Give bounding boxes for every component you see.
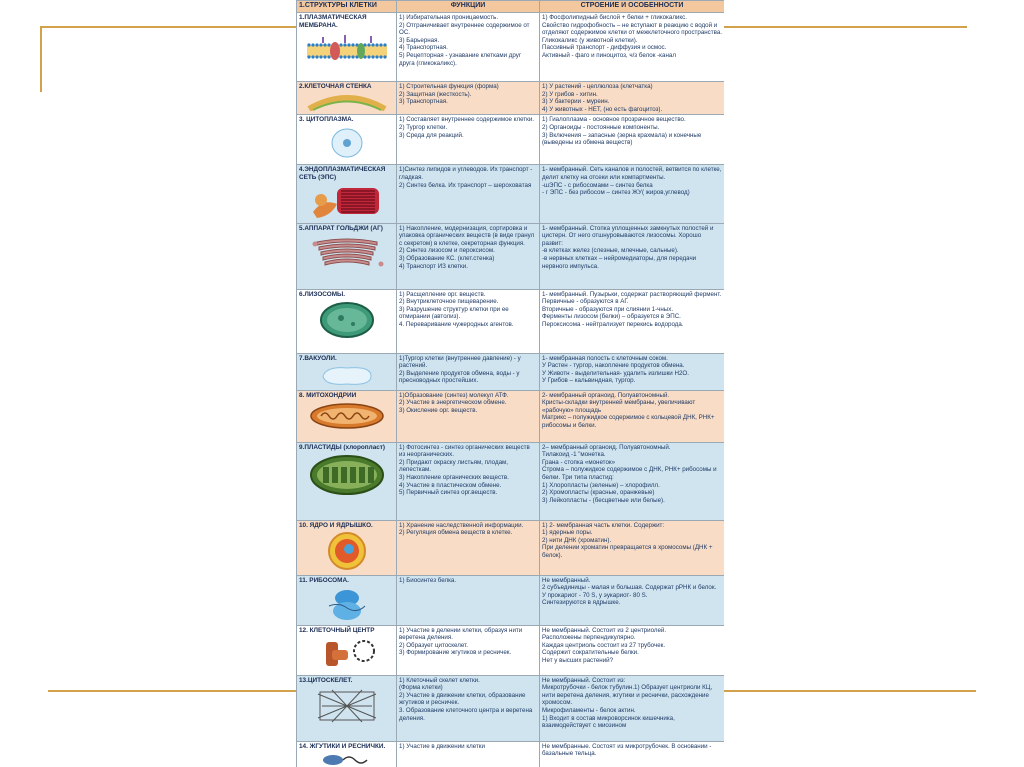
function-line: 1)Образование (синтез) молекул АТФ. — [399, 391, 509, 399]
structure-line: 2) Органоиды - постоянные компоненты. — [542, 123, 660, 131]
structure-name-cell — [297, 442, 397, 520]
function-line: 3) Накопление органических веществ. — [399, 473, 509, 481]
structure-line: - г ЭПС - без рибосом – синтез ЖУ( жиров,углевод) — [542, 189, 690, 197]
structure-line: 1) Входит в состав микроворсинок кишечника, взаимодействует с миозином — [542, 714, 675, 730]
membrane-illustration — [299, 31, 394, 71]
structure-cell — [540, 115, 725, 165]
structure-cell — [540, 223, 725, 289]
functions-cell — [397, 115, 540, 165]
er-illustration — [299, 184, 394, 222]
function-line: 2) Защитная (жесткость). — [399, 90, 472, 98]
functions-cell — [397, 390, 540, 442]
structure-line: 1) Хлоропласты (зеленые) – хлорофилл. — [542, 481, 660, 489]
table-row — [297, 741, 725, 767]
structure-line: 2– мембранный органоид. Полуавтономный. — [542, 443, 671, 451]
structure-name-cell — [297, 675, 397, 741]
structure-name-cell — [297, 165, 397, 223]
golgi-illustration — [299, 234, 394, 270]
function-line: 3. Образование клеточного центра и веретена деления. — [399, 706, 533, 722]
function-line: 1) Составляет внутреннее содержимое клетки. — [399, 116, 535, 124]
structure-line: 2) У грибов - хитин. — [542, 90, 598, 98]
function-line: 2) Участие в энергетическом обмене. — [399, 399, 507, 407]
structure-name: 5.АППАРАТ ГОЛЬДЖИ (АГ) — [299, 224, 383, 232]
function-line: 1) Строительная функция (форма) — [399, 83, 499, 90]
function-line: 2) Внутриклеточное пищеварение. — [399, 298, 499, 306]
structure-line: Гликокаликс (у животной клетки). — [542, 36, 638, 44]
function-line: 2) Участие в движении клетки, образование жгутиков и ресничек. — [399, 691, 526, 707]
function-line: 1) Клеточный скелет клетки. — [399, 676, 480, 684]
structure-cell — [540, 741, 725, 767]
structure-line: Нет у высших растений? — [542, 656, 614, 664]
structure-line: Расположены перпендикулярно. — [542, 634, 636, 642]
top-decorative-line-right — [724, 26, 967, 28]
structure-cell — [540, 82, 725, 115]
header-structures: 1.СТРУКТУРЫ КЛЕТКИ — [297, 1, 397, 13]
function-line: 3) Окисление орг. веществ. — [399, 406, 478, 414]
function-line: 4. Переваривание чужеродных агентов. — [399, 320, 514, 328]
structure-line: Не мембранный. Состоит из: — [542, 676, 626, 684]
structure-line: У Животн - выделительная- удалить излишки Н2О. — [542, 369, 689, 377]
structure-line: Вторичные - образуются при слиянии 1-чных. — [542, 305, 674, 313]
function-line: 5) Рецепторная - узнавание клетками друг друга (гликокаликс). — [399, 51, 522, 67]
lysosome-illustration — [299, 300, 394, 340]
structure-cell — [540, 520, 725, 575]
structure-line: 2- мембранный органоид. Полуавтономный. — [542, 391, 670, 399]
function-line: 2) Тургор клетки. — [399, 123, 448, 131]
structure-cell — [540, 353, 725, 390]
function-line: 3) Среда для реакций. — [399, 131, 464, 139]
structure-line: Не мембранные. Состоят из микротрубочек. В основании - базальные тельца. — [542, 742, 712, 758]
functions-cell — [397, 13, 540, 82]
structure-cell — [540, 165, 725, 223]
structure-line: 1) Гиалоплазма - основное прозрачное вещество. — [542, 116, 686, 124]
cytoskeleton-illustration — [299, 686, 394, 726]
left-decorative-line — [40, 26, 42, 92]
function-line: 3) Разрушение структур клетки при ее отмирании (автолиз). — [399, 305, 509, 321]
structure-line: Тилакоид -1 "монетка. — [542, 451, 606, 459]
cell-wall-illustration — [299, 93, 394, 111]
header-functions: ФУНКЦИИ — [397, 1, 540, 13]
structure-name: 6.ЛИЗОСОМЫ. — [299, 290, 346, 298]
table-row — [297, 575, 725, 625]
structure-line: Пассивный транспорт - диффузия и осмос. — [542, 44, 667, 52]
structure-line: 1) 2- мембранная часть клетки. Содержит: — [542, 521, 665, 529]
structure-cell — [540, 675, 725, 741]
function-line: 2) Синтез белка. Их транспорт – шероховатая — [399, 181, 532, 189]
table-row — [297, 625, 725, 675]
structure-line: Содержит сократительные белки. — [542, 649, 639, 657]
function-line: 1)Тургор клетки (внутреннее давление) - у растений. — [399, 354, 521, 370]
function-line: 4) Транспорт ИЗ клетки. — [399, 262, 468, 270]
table-row — [297, 223, 725, 289]
structure-name: 7.ВАКУОЛИ. — [299, 354, 337, 362]
function-line: 1) Избирательная проницаемость. — [399, 14, 499, 21]
table-row — [297, 520, 725, 575]
structure-name-cell — [297, 223, 397, 289]
cell-structures-table — [296, 0, 724, 767]
function-line: 1) Фотосинтез - синтез органических веществ из неорганических. — [399, 443, 530, 459]
structure-line: Не мембранный. Состоит из 2 центриолей. — [542, 626, 667, 634]
function-line: 1) Расщепление орг. веществ. — [399, 290, 486, 298]
function-line: 3) Барьерная. — [399, 36, 440, 44]
function-line: 2) Образует цитоскелет. — [399, 641, 468, 649]
function-line: 2) Придают окраску листьям, плодам, лепесткам. — [399, 458, 509, 474]
structure-line: 4) У животных - НЕТ, (но есть фагоцитоз). — [542, 105, 663, 113]
structure-line: 3) Лейкопласты - (бесцветные или белые). — [542, 496, 665, 504]
structure-name: 14. ЖГУТИКИ И РЕСНИЧКИ. — [299, 742, 386, 750]
structure-line: Микротрубочки - белок тубулин.1) Образует центриоли КЦ, нити веретена деления, жгутики и реснички, расхождение хромосом. — [542, 684, 713, 707]
structure-line: Каждая центриоль состоит из 27 трубочек. — [542, 641, 666, 649]
structure-line: 3) Включения – запасные (зерна крахмала) и конечные (выведены из обмена веществ) — [542, 131, 702, 147]
structure-line: Строма – полужидкое содержимое с ДНК, РНК+ рибосомы и белки. Три типа пластид: — [542, 466, 717, 481]
vacuole-illustration — [299, 364, 394, 388]
function-line: 2) Регуляция обмена веществ в клетке. — [399, 529, 513, 537]
function-line: 1) Участие в делении клетки, образуя нити веретена деления. — [399, 626, 523, 642]
table-row — [297, 289, 725, 353]
structure-line: -шЭПС - с рибосомами – синтез белка — [542, 181, 653, 189]
mitochondria-illustration — [299, 401, 394, 431]
structure-line: 1) У растений - целлюлоза (клетчатка) — [542, 83, 653, 90]
structure-name: 4.ЭНДОПЛАЗМАТИЧЕСКАЯ СЕТЬ (ЭПС) — [299, 166, 386, 181]
structure-line: -в нервных клетках – нейромедиаторы, для передачи нервного импульса. — [542, 254, 697, 270]
structure-name: 8. МИТОХОНДРИИ — [299, 391, 357, 399]
function-line: (Форма клетки) — [399, 684, 443, 692]
structure-name: 2.КЛЕТОЧНАЯ СТЕНКА — [299, 83, 372, 90]
structure-line: Активный - фаго и пиноцитоз, ч/з белок -канал — [542, 51, 676, 59]
structure-line: 2) нити ДНК (хроматин). — [542, 536, 612, 544]
functions-cell — [397, 442, 540, 520]
structure-name-cell — [297, 115, 397, 165]
cytoplasm-illustration — [299, 126, 394, 160]
structure-line: Микрофиламенты - белок актин. — [542, 706, 636, 714]
function-line: 1) Участие в движении клетки — [399, 742, 485, 750]
function-line: 5) Первичный синтез орг.вещеcтв. — [399, 489, 498, 497]
structure-line: Свойство гидрофобность – не вступают в реакцию с водой и отделяют содержимое клетки от межклеточного пространства. — [542, 21, 722, 37]
functions-cell — [397, 625, 540, 675]
bottom-decorative-line-left — [48, 690, 296, 692]
ribosome-illustration — [299, 586, 394, 622]
structure-name-cell — [297, 520, 397, 575]
structure-name: 11. РИБОСОМА. — [299, 576, 349, 584]
structure-name-cell — [297, 390, 397, 442]
function-line: 1) Биосинтез белка. — [399, 576, 457, 584]
structure-line: Пероксисома - нейтрализует перекись водорода. — [542, 320, 684, 328]
structure-name: 13.ЦИТОСКЕЛЕТ. — [299, 676, 353, 684]
nucleus-illustration — [299, 531, 394, 571]
function-line: 1) Накопление, модернизация, сортировка и упаковка органических веществ (в виде гранул с секретом) в клетке, секреторная функция. — [399, 224, 535, 247]
function-line: 2) Выделение продуктов обмена, воды - у пресноводных простейших. — [399, 369, 520, 385]
function-line: 2) Отграничивает внутреннее содержимое от ОС. — [399, 21, 530, 37]
structure-name-cell — [297, 741, 397, 767]
structure-cell — [540, 289, 725, 353]
structure-line: 3) У бактерии - муреин. — [542, 98, 610, 106]
structure-line: 2 субъединицы - малая и большая. Содержат рРНК и белок. — [542, 584, 717, 592]
function-line: 4) Транспортная. — [399, 44, 448, 52]
flagella-illustration — [299, 752, 394, 767]
structure-line: У Растен - тургор, накопление продуктов обмена. — [542, 362, 685, 370]
function-line: 4) Участие в пластическом обмене. — [399, 481, 502, 489]
structure-line: 2) Хромопласты (красные, оранжевые) — [542, 489, 655, 497]
structure-name-cell — [297, 575, 397, 625]
structure-line: -в клетках желез (слезные, млечные, сальные). — [542, 247, 679, 255]
structure-cell — [540, 390, 725, 442]
function-line: 2) Синтез лизосом и пероксисом. — [399, 247, 495, 255]
functions-cell — [397, 675, 540, 741]
table-row — [297, 353, 725, 390]
structure-line: У Грибов – кальвиндная, тургор. — [542, 377, 636, 385]
structure-line: Кристы-складки внутренней мембраны, увеличивают «рабочую» площадь — [542, 399, 696, 414]
structure-line: Матрикс – полужидкое содержимое с кольцевой ДНК, РНК+ рибосомы и белки. — [542, 414, 715, 429]
structure-cell — [540, 13, 725, 82]
structure-name-cell — [297, 625, 397, 675]
table-row — [297, 675, 725, 741]
structure-line: 1) ядерные поры. — [542, 529, 593, 537]
structure-line: 1- мембранный. Сеть каналов и полостей, ветвится по клетке, делит клетку на отсеки или компартменты. — [542, 166, 722, 181]
structure-line: Первичные - образуются в АГ. — [542, 298, 629, 306]
top-decorative-line-left — [40, 26, 296, 28]
functions-cell — [397, 223, 540, 289]
structure-cell — [540, 575, 725, 625]
table-row — [297, 165, 725, 223]
structure-line: Не мембранный. — [542, 576, 591, 584]
structure-cell — [540, 442, 725, 520]
function-line: 1)Синтез липидов и углеводов. Их транспорт - гладкая. — [399, 166, 533, 181]
chloroplast-illustration — [299, 453, 394, 497]
bottom-decorative-line-right — [724, 690, 976, 692]
structure-line: 1) Фосфолипидный бислой + белки + гликокаликс. — [542, 14, 687, 21]
structure-cell — [540, 625, 725, 675]
structure-line: 1- мембранная полость с клеточным соком. — [542, 354, 668, 362]
table-row — [297, 115, 725, 165]
function-line: 1) Хранение наследственной информации. — [399, 521, 524, 529]
structure-line: Синтезируются в ядрышке. — [542, 599, 621, 607]
function-line: 3) Формирование жгутиков и ресничек. — [399, 649, 512, 657]
functions-cell — [397, 520, 540, 575]
functions-cell — [397, 353, 540, 390]
centrosome-illustration — [299, 636, 394, 668]
structure-name: 10. ЯДРО И ЯДРЫШКО. — [299, 521, 373, 529]
function-line: 3) Транспортная. — [399, 98, 448, 106]
functions-cell — [397, 165, 540, 223]
header-structure-features: СТРОЕНИЕ И ОСОБЕННОСТИ — [540, 1, 725, 13]
table-row — [297, 82, 725, 115]
table-header-row — [297, 1, 725, 13]
structure-line: У прокариот - 70 S, у эукариот- 80 S. — [542, 591, 648, 599]
structure-name: 12. КЛЕТОЧНЫЙ ЦЕНТР — [299, 626, 375, 634]
table-row — [297, 13, 725, 82]
structure-name: 3. ЦИТОПЛАЗМА. — [299, 116, 354, 124]
functions-cell — [397, 575, 540, 625]
structure-name: 1.ПЛАЗМАТИЧЕСКАЯ МЕМБРАНА. — [299, 14, 367, 29]
structure-line: При делении хроматин превращается в хромосомы (ДНК + белок). — [542, 544, 713, 559]
structure-name: 9.ПЛАСТИДЫ (хлоропласт) — [299, 443, 386, 451]
structure-name-cell — [297, 353, 397, 390]
structure-name-cell — [297, 82, 397, 115]
functions-cell — [397, 741, 540, 767]
functions-cell — [397, 82, 540, 115]
structure-name-cell — [297, 13, 397, 82]
structure-line: 1- мембранный. Стопка уплощенных замкнутых полостей и цистерн. От него отшнуровываются лизосомы. Хорошо развит: — [542, 224, 714, 247]
cell-structures-table-sheet — [296, 0, 724, 767]
function-line: 3) Образование КС. (клет.стенка) — [399, 254, 495, 262]
structure-line: 1- мембранный. Пузырьки, содержат растворяющий фермент. — [542, 290, 722, 298]
structure-line: Ферменты лизосом (белки) – образуется в ЭПС. — [542, 313, 681, 321]
table-row — [297, 442, 725, 520]
structure-name-cell — [297, 289, 397, 353]
functions-cell — [397, 289, 540, 353]
structure-line: Грана - стопка «монеток» — [542, 458, 616, 466]
table-row — [297, 390, 725, 442]
